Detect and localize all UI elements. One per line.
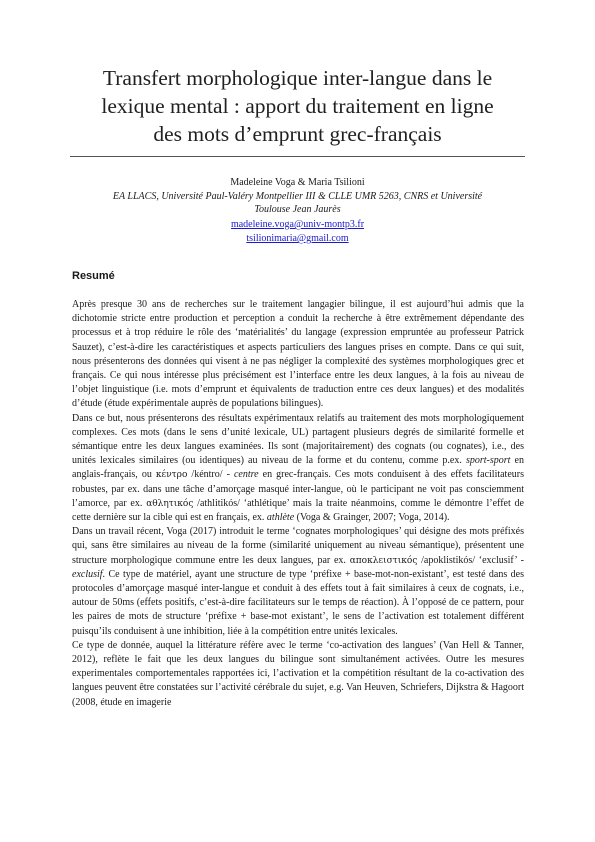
greek-word: αθλητικός — [146, 498, 194, 509]
email-link-tsilioni[interactable]: tsilionimaria@gmail.com — [246, 233, 349, 244]
title-line-2: lexique mental : apport du traitement en ligne — [101, 94, 494, 118]
title-divider — [70, 156, 525, 157]
abstract-body — [72, 298, 524, 710]
paper-title — [60, 64, 535, 148]
greek-word: αποκλειστικός — [349, 555, 418, 566]
paragraph-2: Dans ce but, nous présenterons des résultats expérimentaux relatifs au traitement des mots morphologiquement complexes. Ces mots (dans le sens d’unité lexicale, UL) partagent plusieurs degrés de similarité formelle et sémantique entre les deux langues examinées. Ils sont (majoritairement) des cognats (ou cognates), i.e., des unités lexicales similaires (ou identiques) au niveau de la forme et du contenu, comme p.ex. sport-sport en anglais-français, ou κέντρο /kéntro/ - centre en grec-français. Ces mots conduisent à des effets facilitateurs robustes, par ex. dans une tâche d’amorçage masqué inter-langue, où le participant ne voit pas consciemment l’amorce, par ex. αθλητικός /athlitikós/ ‘athlétique’ mais la traite néanmoins, comme le démontre l’effet de cette dernière sur la cible qui est en français, ex. athlète (Voga & Grainger, 2007; Voga, 2014). — [72, 412, 524, 524]
email-link-voga[interactable]: madeleine.voga@univ-montp3.fr — [230, 219, 365, 230]
author-names: Madeleine Voga & Maria Tsilioni — [230, 177, 365, 188]
affiliation-line-1: EA LLACS, Université Paul-Valéry Montpellier III & CLLE UMR 5263, CNRS et Université — [112, 191, 483, 202]
section-heading-resume: Resumé — [72, 270, 115, 282]
affiliation-line-2: Toulouse Jean Jaurès — [254, 204, 341, 215]
paragraph-4: Ce type de donnée, auquel la littérature réfère avec le terme ‘co-activation des langues’ (Van Hell & Tanner, 2012), reflète le fait que les deux langues du bilingue sont simultanément activées. Outre les mesures experimentales comportementales rapportées ici, l’activation et la compétition résultant de la co-activation des langues peuvent être constatées sur l’activité cérébrale du sujet, e.g. Van Heuven, Schriefers, Dijkstra & Hagoort (2008, étude en imagerie — [72, 639, 524, 708]
title-line-3: des mots d’emprunt grec-français — [153, 122, 442, 146]
paragraph-3: Dans un travail récent, Voga (2017) introduit le terme ‘cognates morphologiques’ qui désigne des mots préfixés qui, sans être similaires au niveau de la forme (similarité uniquement au niveau sémantique), présentent une structure morphologique commune entre les deux langues, par ex. αποκλειστικός /apoklistikós/ ‘exclusif’ - exclusif. Ce type de matériel, ayant une structure de type ‘préfixe + base-mot-non-existant’, est testé dans des protocoles d’amorçage masqué inter-langue et conduit à des effets tout à fait similaires à ceux de cognats, i.e., autour de 50ms (effets positifs, c’est-à-dire facilitateurs sur le temps de réaction). À l’opposé de ce pattern, pour les paires de mots de structure ‘préfixe + base-mot existant’, le sens de l’activation est totalement différent puisqu’ils conduisent à une inhibition, liée à la compétition entre unités lexicales. — [72, 526, 524, 637]
greek-word: κέντρο — [155, 470, 188, 481]
title-line-1: Transfert morphologique inter-langue dans le — [102, 66, 493, 90]
author-affiliation — [60, 190, 535, 216]
paragraph-1: Après presque 30 ans de recherches sur le traitement langagier bilingue, il est aujourd’hui admis que la dichotomie stricte entre production et perception a conduit la recherche à être extrêmement dépendante des processus et à trop réduire le rôle des ‘matérialités’ du langage (expression empruntée au professeur Patrick Sauzet), c’est-à-dire les caractéristiques et aspects particuliers des langues prises en compte. Dans ce qui suit, nous présenterons des données qui visent à ne pas négliger la complexité des systèmes morphologiques grec et français. Ce qui nous intéresse plus précisément est l’interface entre les deux langues, à la fois au niveau de l’objet linguistique (i.e. mots d’emprunt et équivalents de traduction entre ces deux langues) et des modalités d’étude (étude expérimentale auprès de populations bilingues). — [72, 299, 524, 410]
